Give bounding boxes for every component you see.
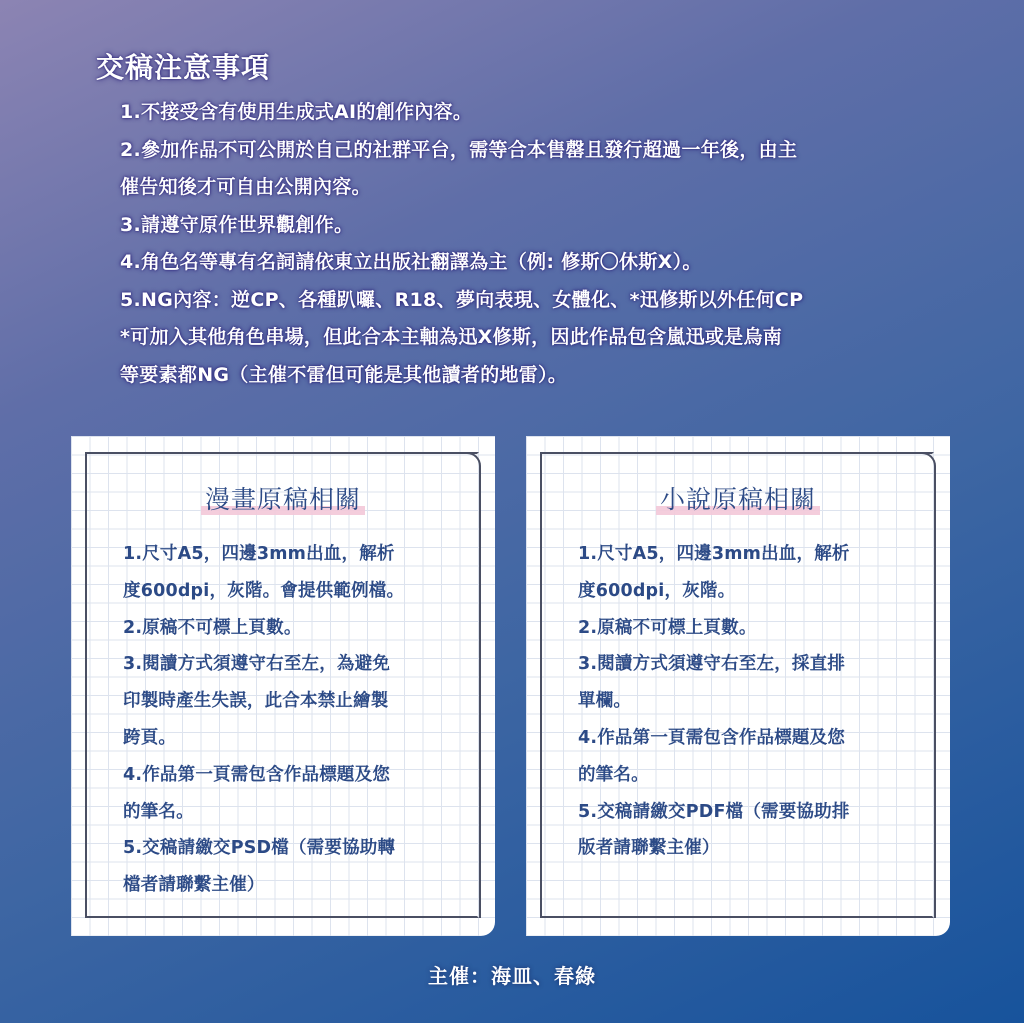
notice-line: 5.NG內容：逆CP、各種趴囉、R18、夢向表現、女體化、*迅修斯以外任何CP [120,288,804,311]
card-frame-right-edge [934,486,936,918]
novel-card [526,436,950,936]
manga-card-line: 的筆名。 [123,801,194,822]
manga-card-line: 2.原稿不可標上頁數。 [123,617,302,638]
novel-card-title: 小說原稿相關 [656,480,820,516]
manga-card-line: 5.交稿請繳交PSD檔（需要協助轉 [123,838,396,859]
manga-card-line: 4.作品第一頁需包含作品標題及您 [123,764,391,785]
novel-card-list [578,536,918,867]
novel-card-line: 版者請聯繫主催） [578,838,720,859]
manga-card-line: 度600dpi，灰階。會提供範例檔。 [123,580,405,601]
novel-card-line: 3.閱讀方式須遵守右至左，採直排 [578,654,846,675]
novel-card-line: 度600dpi，灰階。 [578,580,736,601]
manga-card-line: 1.尺寸A5，四邊3mm出血，解析 [123,544,395,564]
card-frame-right-edge [479,486,481,918]
organizer-credit: 主催：海皿、春綠 [428,964,596,988]
novel-card-title-wrap [526,480,950,516]
novel-card-line: 1.尺寸A5，四邊3mm出血，解析 [578,544,850,564]
novel-card-line: 單欄。 [578,691,632,712]
notice-line: 2.參加作品不可公開於自己的社群平台，需等合本售罄且發行超過一年後，由主 [120,138,798,161]
notice-line: 1.不接受含有使用生成式AI的創作內容。 [120,101,473,123]
manga-card-line: 印製時產生失誤，此合本禁止繪製 [123,691,389,712]
manga-card [71,436,495,936]
notice-list [120,94,920,394]
novel-card-line: 5.交稿請繳交PDF檔（需要協助排 [578,801,850,822]
notice-line: 等要素都NG（主催不雷但可能是其他讀者的地雷）。 [120,363,568,386]
notice-line: 催告知後才可自由公開內容。 [120,176,371,198]
manga-card-line: 檔者請聯繫主催） [123,875,265,896]
manga-card-list [123,536,463,904]
notice-line: 3.請遵守原作世界觀創作。 [120,213,354,236]
manga-card-title: 漫畫原稿相關 [201,480,365,516]
novel-card-line: 的筆名。 [578,764,649,785]
manga-card-line: 3.閱讀方式須遵守右至左，為避免 [123,654,391,675]
manga-card-line: 跨頁。 [123,727,177,748]
manga-card-title-wrap [71,480,495,516]
notice-title: 交稿注意事項 [96,51,271,84]
notice-line: 4.角色名等專有名詞請依東立出版社翻譯為主（例: 修斯〇休斯X）。 [120,251,702,273]
novel-card-line: 2.原稿不可標上頁數。 [578,617,757,638]
novel-card-line: 4.作品第一頁需包含作品標題及您 [578,727,846,748]
notice-line: *可加入其他角色串場，但此合本主軸為迅X修斯，因此作品包含嵐迅或是烏南 [120,326,783,348]
